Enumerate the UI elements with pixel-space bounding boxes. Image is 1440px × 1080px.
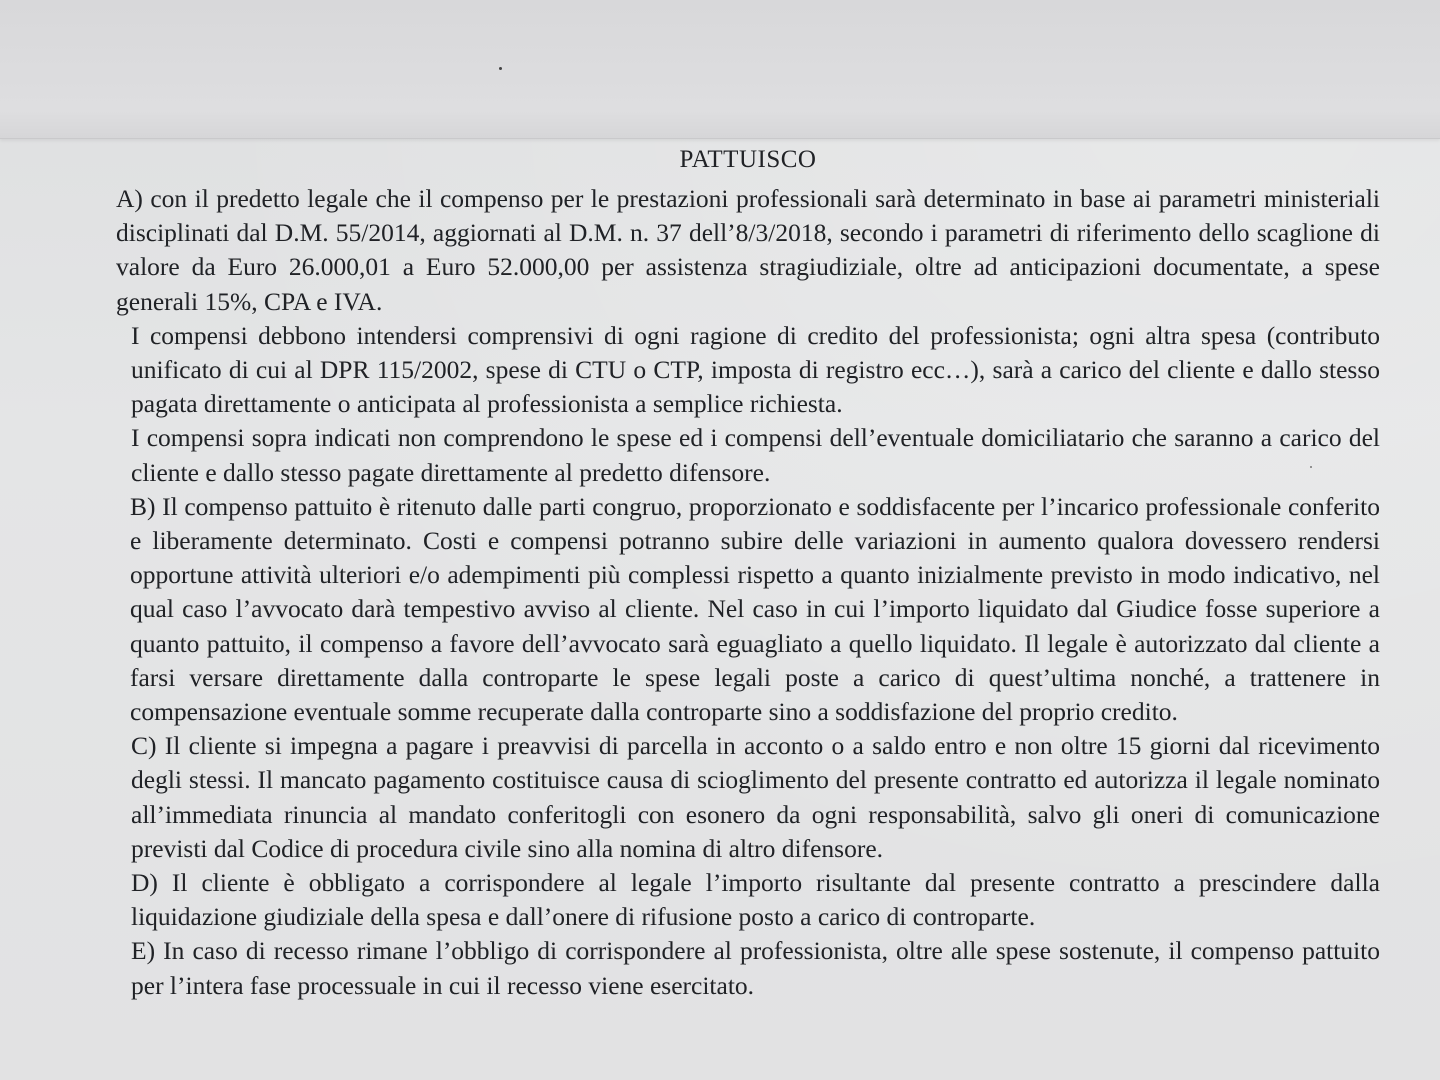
paragraph-b: B) Il compenso pattuito è ritenuto dalle parti congruo, proporzionato e soddisfacente per l’incarico professionale conferito e liberamente determinato. Costi e compensi potranno subire delle variazioni in aumento qualora dovessero rendersi opportune attività ulteriori e/o adempimenti più complessi rispetto a quanto inizialmente previsto in modo indicativo, nel qual caso l’avvocato darà tempestivo avviso al cliente. Nel caso in cui l’importo liquidato dal Giudice fosse superiore a quanto pattuito, il compenso a favore dell’avvocato sarà eguagliato a quello liquidato. Il legale è autorizzato dal cliente a farsi versare direttamente dalla controparte le spese legali poste a carico di quest’ultima nonché, a trattenere in compensazione eventuale somme recuperate dalla controparte sino a soddisfazione del proprio credito. [130, 491, 1380, 727]
paper-fold-flap [0, 0, 1440, 139]
paragraph-domiciliatario: I compensi sopra indicati non comprendono le spese ed i compensi dell’eventuale domiciliatario che saranno a carico del cliente e dallo stesso pagate direttamente al predetto difensore. [131, 423, 1380, 487]
document-body [96, 182, 1380, 1003]
paper-speck [499, 67, 502, 70]
paragraph-a: A) con il predetto legale che il compenso per le prestazioni professionali sarà determinato in base ai parametri ministeriali disciplinati dal D.M. 55/2014, aggiornati al D.M. n. 37 dell’8/3/2018, secondo i parametri di riferimento dello scaglione di valore da Euro 26.000,01 a Euro 52.000,00 per assistenza stragiudiziale, oltre ad anticipazioni documentate, a spese generali 15%, CPA e IVA. [116, 184, 1380, 316]
paragraph-compensi: I compensi debbono intendersi comprensivi di ogni ragione di credito del professionista; ogni altra spesa (contributo unificato di cui al DPR 115/2002, spese di CTU o CTP, imposta di registro ecc…), sarà a carico del cliente e dallo stesso pagata direttamente o anticipata al professionista a semplice richiesta. [131, 320, 1380, 419]
paragraph-c: C) Il cliente si impegna a pagare i preavvisi di parcella in acconto o a saldo entro e non oltre 15 giorni dal ricevimento degli stessi. Il mancato pagamento costituisce causa di scioglimento del presente contratto ed autorizza il legale nominato all’immediata rinuncia al mandato conferitogli con esonero da ogni responsabilità, salvo gli oneri di comunicazione previsti dal Codice di procedura civile sino alla nomina di altro difensore. [131, 731, 1380, 863]
document-title: PATTUISCO [679, 146, 817, 173]
document-page [96, 140, 1380, 1003]
paragraph-e: E) In caso di recesso rimane l’obbligo di corrispondere al professionista, oltre alle spese sostenute, il compenso pattuito per l’intera fase processuale in cui il recesso viene esercitato. [131, 936, 1380, 1000]
paragraph-d: D) Il cliente è obbligato a corrispondere al legale l’importo risultante dal presente contratto a prescindere dalla liquidazione giudiziale della spesa e dall’onere di rifusione posto a carico di controparte. [131, 868, 1380, 932]
